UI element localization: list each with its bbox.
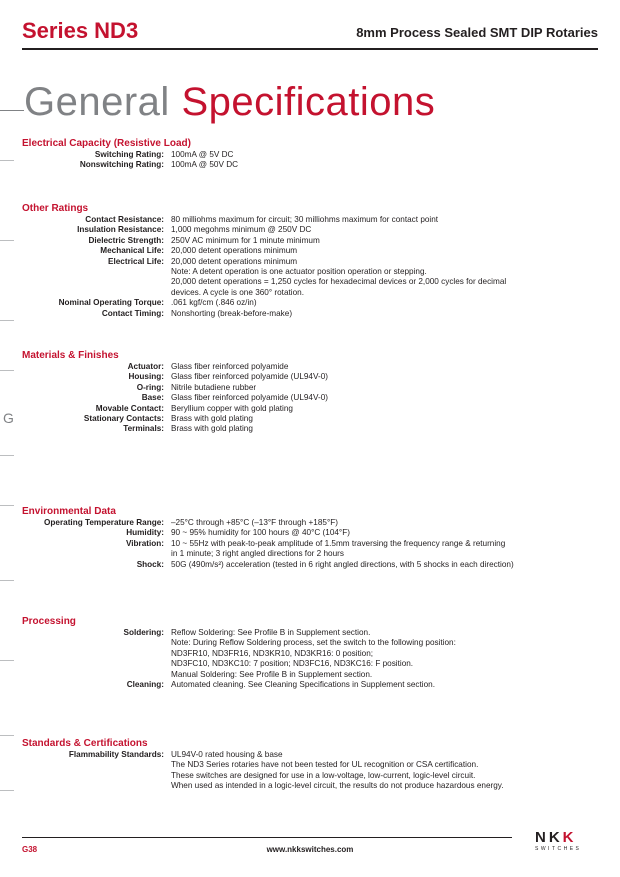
spec-row [22, 528, 602, 538]
spec-label: Shock: [136, 559, 164, 569]
footer-website: www.nkkswitches.com [266, 845, 354, 854]
spec-label: Mechanical Life: [100, 246, 164, 256]
series-title: Series ND3 [22, 18, 139, 43]
logo-letters: NK [535, 829, 563, 846]
spec-value: Manual Soldering: See Profile B in Supplement section. [171, 669, 373, 679]
section-environmental-data [22, 506, 602, 570]
spec-row [22, 160, 602, 170]
spec-value: Nitrile butadiene rubber [171, 382, 257, 392]
product-subtitle: 8mm Process Sealed SMT DIP Rotaries [356, 25, 598, 40]
spec-label: Housing: [128, 372, 164, 382]
spec-row [22, 750, 602, 760]
spec-value: 20,000 detent operations minimum [171, 246, 298, 256]
spec-value: 20,000 detent operations minimum [171, 256, 298, 266]
spec-value: Reflow Soldering: See Profile B in Supplement section. [171, 628, 371, 637]
spec-value: 250V AC minimum for 1 minute minimum [171, 235, 320, 245]
spec-value: –25°C through +85°C (–13°F through +185°F) [171, 518, 338, 527]
section-materials-finishes [22, 350, 602, 435]
section-heading: Standards & Certifications [22, 738, 148, 749]
page-title-part2: Specifications [181, 80, 436, 124]
spec-label: Stationary Contacts: [83, 414, 164, 424]
spec-row [22, 649, 602, 659]
spec-label: Dielectric Strength: [88, 235, 164, 245]
spec-value: .061 kgf/cm (.846 oz/in) [171, 298, 257, 308]
spec-row [22, 246, 602, 256]
spec-row [22, 298, 602, 308]
spec-value: devices. A cycle is one 360° rotation. [171, 287, 304, 297]
spec-value: ND3FR10, ND3FR16, ND3KR10, ND3KR16: 0 position; [171, 648, 374, 658]
spec-row [22, 549, 602, 559]
page-title [24, 80, 435, 125]
spec-row [22, 670, 602, 680]
section-heading: Electrical Capacity (Resistive Load) [22, 138, 191, 149]
section-standards-certifications [22, 738, 602, 792]
side-tick [0, 790, 14, 791]
section-heading: Processing [22, 616, 76, 627]
header-divider [22, 48, 598, 50]
spec-label [22, 549, 171, 559]
spec-row [22, 215, 602, 225]
spec-label [22, 288, 171, 298]
spec-value: These switches are designed for use in a low-voltage, low-current, logic-level circuit. [171, 770, 476, 780]
side-tick [0, 455, 14, 456]
section-processing [22, 616, 602, 690]
spec-label: Nonswitching Rating: [79, 160, 164, 170]
side-tick [0, 240, 14, 241]
side-tick [0, 660, 14, 661]
spec-row [22, 150, 602, 160]
spec-row [22, 277, 602, 287]
spec-value: Brass with gold plating [171, 414, 253, 424]
section-other-ratings [22, 203, 602, 319]
spec-value: Nonshorting (break-before-make) [171, 308, 293, 318]
section-heading: Other Ratings [22, 203, 89, 214]
page-number: G38 [22, 845, 38, 854]
spec-label [22, 760, 171, 770]
spec-row [22, 560, 602, 570]
spec-row [22, 518, 602, 528]
footer-divider [22, 837, 512, 838]
spec-label: Movable Contact: [95, 403, 164, 413]
spec-value: 10 ~ 55Hz with peak-to-peak amplitude of 1.5mm traversing the frequency range & returning [171, 538, 506, 548]
spec-label: Terminals: [123, 424, 164, 434]
spec-label: O-ring: [136, 382, 164, 392]
spec-value: 1,000 megohms minimum @ 250V DC [171, 225, 312, 235]
spec-value: The ND3 Series rotaries have not been tested for UL recognition or CSA certification. [171, 760, 479, 770]
spec-value: Beryllium copper with gold plating [171, 403, 293, 413]
spec-row [22, 659, 602, 669]
section-tab-letter: G [3, 410, 14, 426]
spec-value: Note: During Reflow Soldering process, set the switch to the following position: [171, 638, 456, 648]
spec-label: Electrical Life: [108, 256, 164, 266]
spec-value: Glass fiber reinforced polyamide [171, 362, 289, 371]
spec-row [22, 424, 602, 434]
spec-label: Switching Rating: [94, 150, 164, 159]
side-tick [0, 505, 14, 506]
spec-row [22, 638, 602, 648]
spec-label [22, 277, 171, 287]
nkk-logo [535, 830, 599, 852]
spec-label [22, 649, 171, 659]
spec-label: Cleaning: [126, 680, 164, 690]
spec-value: ND3FC10, ND3KC10: 7 position; ND3FC16, ND3KC16: F position. [171, 659, 414, 669]
spec-row [22, 225, 602, 235]
side-tick [0, 160, 14, 161]
logo-wordmark [535, 830, 599, 846]
spec-label: Base: [141, 393, 164, 403]
section-electrical-capacity [22, 138, 602, 171]
spec-label [22, 670, 171, 680]
spec-label: Nominal Operating Torque: [58, 298, 164, 308]
spec-row [22, 404, 602, 414]
spec-row [22, 393, 602, 403]
spec-row [22, 539, 602, 549]
side-tick [0, 320, 14, 321]
spec-value: 100mA @ 5V DC [171, 150, 234, 159]
spec-label: Humidity: [126, 528, 164, 538]
spec-row [22, 680, 602, 690]
spec-value: Note: A detent operation is one actuator position operation or stepping. [171, 267, 427, 277]
spec-label [22, 771, 171, 781]
spec-row [22, 309, 602, 319]
spec-value: Glass fiber reinforced polyamide (UL94V-0) [171, 393, 328, 403]
spec-row [22, 781, 602, 791]
spec-row [22, 362, 602, 372]
spec-row [22, 267, 602, 277]
spec-value: in 1 minute; 3 right angled directions for 2 hours [171, 549, 344, 559]
logo-subtext: SWITCHES [535, 846, 582, 852]
spec-value: Brass with gold plating [171, 424, 253, 434]
spec-row [22, 236, 602, 246]
spec-label [22, 659, 171, 669]
spec-value: When used as intended in a logic-level circuit, the results do not produce hazardous energy. [171, 781, 504, 791]
logo-letter-accent: K [562, 829, 577, 846]
page-title-part1: General [24, 80, 170, 124]
spec-value: 80 milliohms maximum for circuit; 30 milliohms maximum for contact point [171, 215, 439, 224]
spec-value: 20,000 detent operations = 1,250 cycles for hexadecimal devices or 2,000 cycles for decimal [171, 277, 507, 287]
spec-value: Automated cleaning. See Cleaning Specifications in Supplement section. [171, 680, 435, 690]
spec-value: UL94V-0 rated housing & base [171, 750, 283, 759]
spec-label: Insulation Resistance: [77, 225, 164, 235]
spec-value: 50G (490m/s²) acceleration (tested in 6 right angled directions, with 5 shocks in each direction) [171, 559, 514, 569]
spec-value: 90 ~ 95% humidity for 100 hours @ 40°C (104°F) [171, 528, 350, 538]
spec-row [22, 628, 602, 638]
side-tick [0, 370, 14, 371]
spec-row [22, 771, 602, 781]
spec-value: Glass fiber reinforced polyamide (UL94V-0) [171, 372, 328, 382]
section-heading: Materials & Finishes [22, 350, 119, 361]
spec-label: Contact Resistance: [85, 215, 164, 224]
spec-label: Flammability Standards: [68, 750, 164, 759]
spec-row [22, 372, 602, 382]
spec-label: Vibration: [125, 538, 164, 548]
side-tick [0, 580, 14, 581]
spec-value: 100mA @ 50V DC [171, 160, 239, 170]
spec-label: Actuator: [127, 362, 164, 371]
spec-label [22, 267, 171, 277]
section-heading: Environmental Data [22, 506, 116, 517]
title-underline [0, 110, 24, 111]
spec-row [22, 414, 602, 424]
spec-row [22, 383, 602, 393]
spec-label: Operating Temperature Range: [44, 518, 164, 527]
spec-label [22, 781, 171, 791]
spec-label [22, 638, 171, 648]
spec-row [22, 257, 602, 267]
spec-label: Soldering: [123, 628, 164, 637]
side-tick [0, 735, 14, 736]
spec-row [22, 288, 602, 298]
spec-row [22, 760, 602, 770]
spec-label: Contact Timing: [101, 308, 164, 318]
